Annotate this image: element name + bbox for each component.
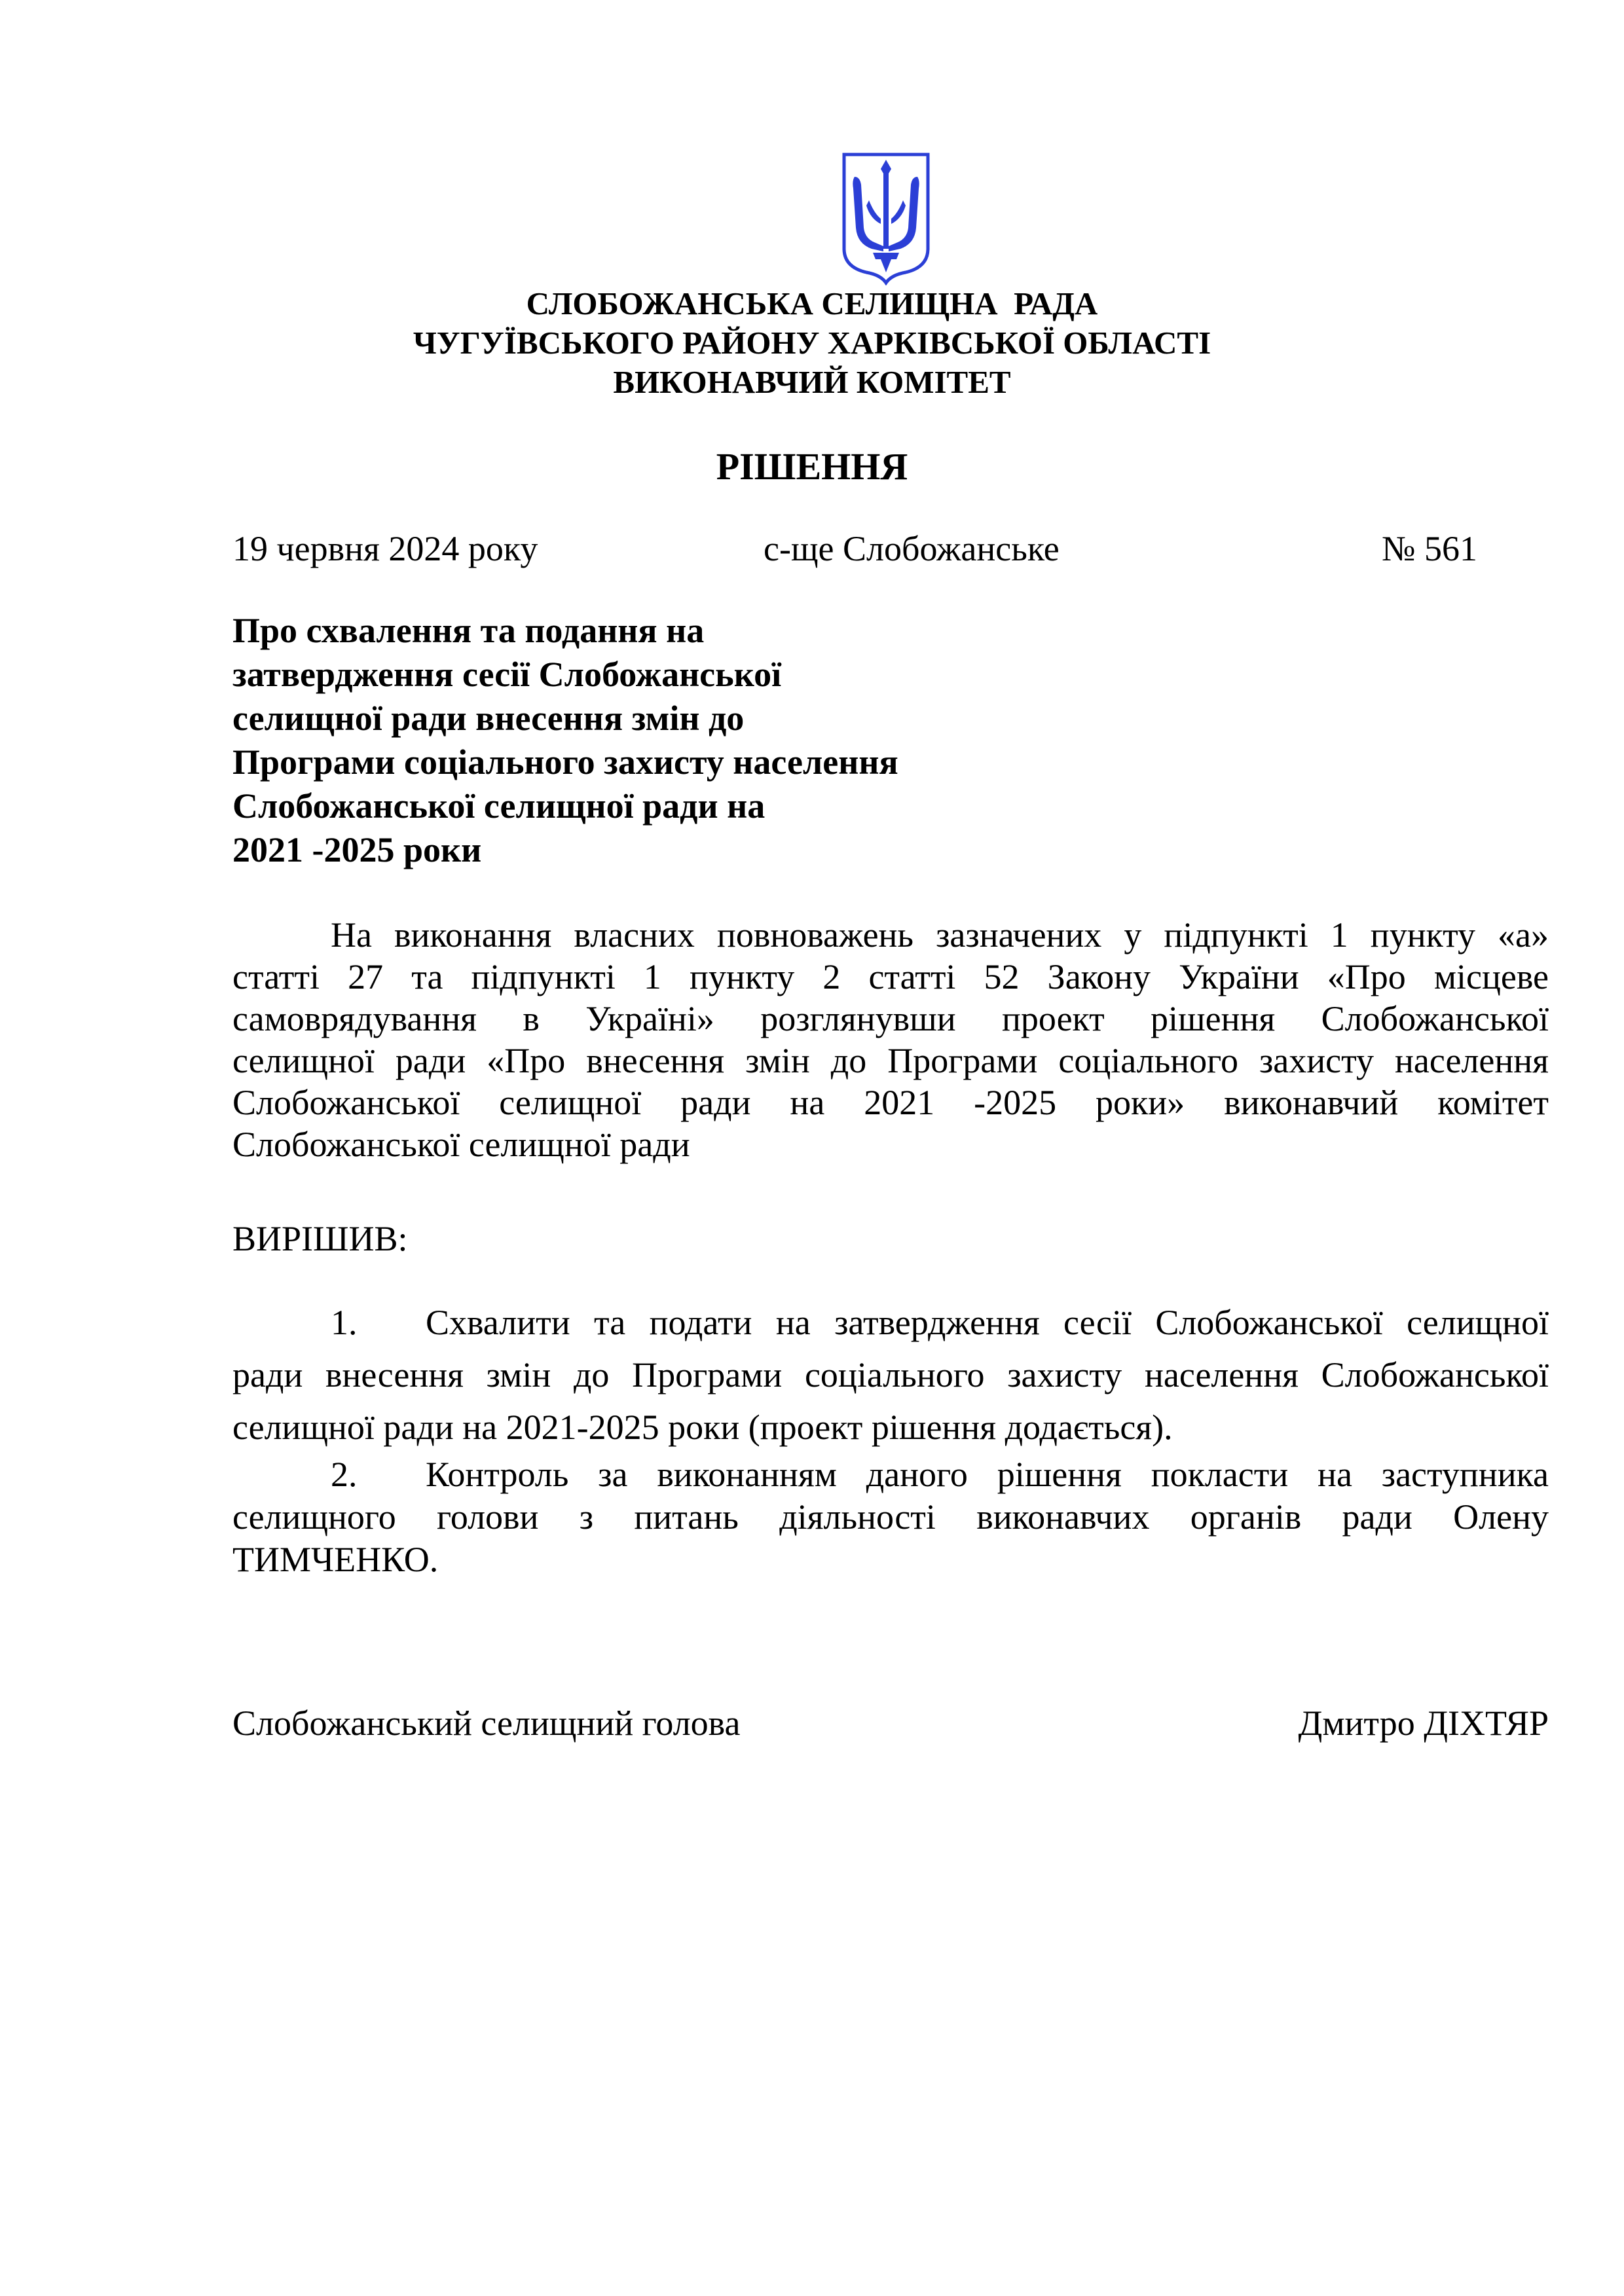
- preamble-line: Слобожанської селищної ради на 2021 -2025 роки» виконавчий комітет: [232, 1083, 1549, 1122]
- subject-line: селищної ради внесення змін до: [232, 699, 745, 738]
- signature-role: Слобожанський селищний голова: [232, 1704, 741, 1743]
- document-subject: [232, 609, 898, 872]
- ukraine-trident-icon: [840, 151, 932, 285]
- decision-item-number: 1.: [331, 1303, 358, 1342]
- document-place: с-ще Слобожанське: [764, 529, 1060, 568]
- document-date: 19 червня 2024 року: [232, 529, 538, 568]
- preamble-line: Слобожанської селищної ради: [232, 1125, 690, 1164]
- decision-item-line: селищної ради на 2021-2025 роки (проект рішення додається).: [232, 1408, 1173, 1447]
- decision-item-line: ТИМЧЕНКО.: [232, 1540, 439, 1579]
- document-number: № 561: [1382, 529, 1478, 568]
- subject-line: 2021 -2025 роки: [232, 830, 482, 869]
- decision-item-text: Контроль за виконанням даного рішення покласти на заступника: [426, 1455, 1549, 1494]
- decision-item-number: 2.: [331, 1455, 358, 1494]
- preamble-line: На виконання власних повноважень зазначених у підпункті 1 пункту «а»: [331, 915, 1549, 955]
- subject-line: Слобожанської селищної ради на: [232, 786, 766, 826]
- preamble-line: селищної ради «Про внесення змін до Програми соціального захисту населення: [232, 1041, 1549, 1080]
- decision-item-line: ради внесення змін до Програми соціального захисту населення Слобожанської: [232, 1355, 1549, 1394]
- subject-line: Про схвалення та подання на: [232, 611, 705, 650]
- subject-line: затвердження сесії Слобожанської: [232, 655, 782, 694]
- subject-line: Програми соціального захисту населення: [232, 742, 898, 782]
- header-executive-committee: ВИКОНАВЧИЙ КОМІТЕТ: [613, 364, 1011, 400]
- preamble-line: самоврядування в Україні» розглянувши проект рішення Слобожанської: [232, 999, 1549, 1038]
- signature-name: Дмитро ДІХТЯР: [1298, 1704, 1549, 1743]
- header-district-region: ЧУГУЇВСЬКОГО РАЙОНУ ХАРКІВСЬКОЇ ОБЛАСТІ: [413, 325, 1211, 361]
- document-title: РІШЕННЯ: [716, 445, 908, 488]
- organization-header: [0, 284, 1624, 402]
- decision-items: [232, 1296, 1549, 1581]
- preamble-paragraph: [232, 914, 1549, 1165]
- decision-item-line: селищного голови з питань діяльності виконавчих органів ради Олену: [232, 1497, 1549, 1537]
- decided-heading: ВИРІШИВ:: [232, 1219, 408, 1258]
- decision-item-text: Схвалити та подати на затвердження сесії Слобожанської селищної: [426, 1303, 1549, 1342]
- decision-item-first-line: [232, 1453, 1549, 1496]
- preamble-line: статті 27 та підпункті 1 пункту 2 статті 52 Закону України «Про місцеве: [232, 957, 1549, 996]
- decision-item-first-line: [232, 1296, 1549, 1349]
- header-council-name: СЛОБОЖАНСЬКА СЕЛИЩНА РАДА: [526, 285, 1098, 321]
- decision-item: [232, 1296, 1549, 1453]
- decision-item: [232, 1453, 1549, 1581]
